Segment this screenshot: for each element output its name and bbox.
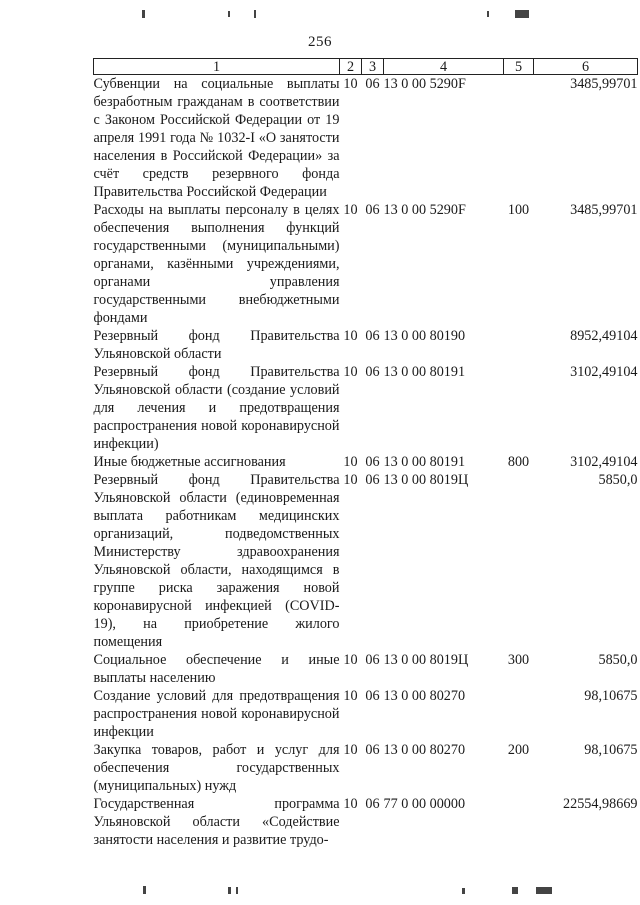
- table-row: [94, 201, 638, 327]
- table-row: [94, 795, 638, 849]
- row-subsection: 06: [365, 742, 380, 758]
- row-name: Государственная программа Ульяновской области «Содействие занятости населения и развитие трудо-: [93, 796, 340, 848]
- table-row: [94, 453, 638, 471]
- table-row: [94, 363, 638, 453]
- row-amount: 98,10675: [584, 742, 638, 758]
- column-header-name: 1: [94, 59, 340, 75]
- row-target-article: 13 0 00 80191: [383, 454, 466, 470]
- column-header-subsection: 3: [362, 59, 384, 75]
- row-target-article: 13 0 00 5290F: [383, 202, 466, 218]
- row-section: 10: [343, 652, 358, 668]
- row-expense-type: 800: [507, 454, 530, 470]
- row-target-article: 13 0 00 80270: [383, 742, 466, 758]
- scan-artifacts-bottom: [0, 884, 640, 898]
- row-subsection: 06: [365, 454, 380, 470]
- row-subsection: 06: [365, 796, 380, 812]
- table-row: [94, 687, 638, 741]
- row-subsection: 06: [365, 652, 380, 668]
- row-amount: 3485,99701: [570, 202, 638, 218]
- row-expense-type: [504, 687, 534, 741]
- table-row: [94, 471, 638, 651]
- row-name: Иные бюджетные ассигнования: [93, 454, 286, 470]
- table-row: [94, 327, 638, 363]
- row-subsection: 06: [365, 328, 380, 344]
- table-row: [94, 651, 638, 687]
- column-header-amount: 6: [534, 59, 638, 75]
- row-amount: 22554,98669: [563, 796, 638, 812]
- row-section: 10: [343, 472, 358, 488]
- row-subsection: 06: [365, 202, 380, 218]
- row-section: 10: [343, 202, 358, 218]
- row-expense-type: 100: [507, 202, 530, 218]
- row-amount: 3102,49104: [570, 454, 638, 470]
- row-expense-type: [504, 795, 534, 849]
- row-amount: 3485,99701: [570, 76, 638, 92]
- row-expense-type: 300: [507, 652, 530, 668]
- column-header-section: 2: [340, 59, 362, 75]
- row-name: Резервный фонд Правительства Ульяновской области (создание условий для лечения и предотвращения распространения новой коронавирусной инфекции): [93, 364, 340, 452]
- row-amount: 8952,49104: [570, 328, 638, 344]
- row-name: Расходы на выплаты персоналу в целях обеспечения выполнения функций государственными (муниципальными) органами, казёнными учреждениями, органами управления государственными внебюджетными фондами: [93, 202, 340, 326]
- row-subsection: 06: [365, 364, 380, 380]
- row-target-article: 13 0 00 8019Ц: [383, 472, 469, 488]
- row-name: Субвенции на социальные выплаты безработным гражданам в соответствии с Законом Российской Федерации от 19 апреля 1991 года № 1032-I «О занятости населения в Российской Федерации» за счёт средств резервного фонда Правительства Российской Федерации: [93, 76, 340, 200]
- row-target-article: 77 0 00 00000: [383, 796, 466, 812]
- row-section: 10: [343, 796, 358, 812]
- column-header-target-article: 4: [384, 59, 504, 75]
- row-section: 10: [343, 76, 358, 92]
- page-number: 256: [308, 34, 332, 50]
- row-target-article: 13 0 00 80191: [383, 364, 466, 380]
- row-expense-type: 200: [507, 742, 530, 758]
- row-name: Резервный фонд Правительства Ульяновской области (единовременная выплата работникам медицинских организаций, подведомственных Министерству здравоохранения Ульяновской области, находящимся в группе риска заражения новой коронавирусной инфекцией (COVID-19), на приобретение жилого помещения: [93, 472, 340, 650]
- row-name: Социальное обеспечение и иные выплаты населению: [93, 652, 340, 686]
- row-expense-type: [504, 327, 534, 363]
- table-row: [94, 75, 638, 202]
- row-target-article: 13 0 00 8019Ц: [383, 652, 469, 668]
- row-expense-type: [504, 363, 534, 453]
- row-expense-type: [504, 471, 534, 651]
- row-amount: 5850,0: [598, 472, 638, 488]
- row-expense-type: [504, 75, 534, 202]
- row-section: 10: [343, 364, 358, 380]
- row-section: 10: [343, 454, 358, 470]
- row-name: Создание условий для предотвращения распространения новой коронавирусной инфекции: [93, 688, 340, 740]
- row-name: Резервный фонд Правительства Ульяновской области: [93, 328, 340, 362]
- scan-artifacts-top: [0, 8, 640, 22]
- row-subsection: 06: [365, 688, 380, 704]
- row-amount: 5850,0: [598, 652, 638, 668]
- row-name: Закупка товаров, работ и услуг для обеспечения государственных (муниципальных) нужд: [93, 742, 340, 794]
- row-target-article: 13 0 00 5290F: [383, 76, 466, 92]
- row-amount: 98,10675: [584, 688, 638, 704]
- column-header-expense-type: 5: [504, 59, 534, 75]
- row-target-article: 13 0 00 80270: [383, 688, 466, 704]
- row-section: 10: [343, 688, 358, 704]
- row-section: 10: [343, 328, 358, 344]
- row-section: 10: [343, 742, 358, 758]
- table-row: [94, 741, 638, 795]
- row-subsection: 06: [365, 472, 380, 488]
- row-target-article: 13 0 00 80190: [383, 328, 466, 344]
- row-subsection: 06: [365, 76, 380, 92]
- budget-table: [93, 58, 638, 849]
- table-header-row: [94, 59, 638, 75]
- row-amount: 3102,49104: [570, 364, 638, 380]
